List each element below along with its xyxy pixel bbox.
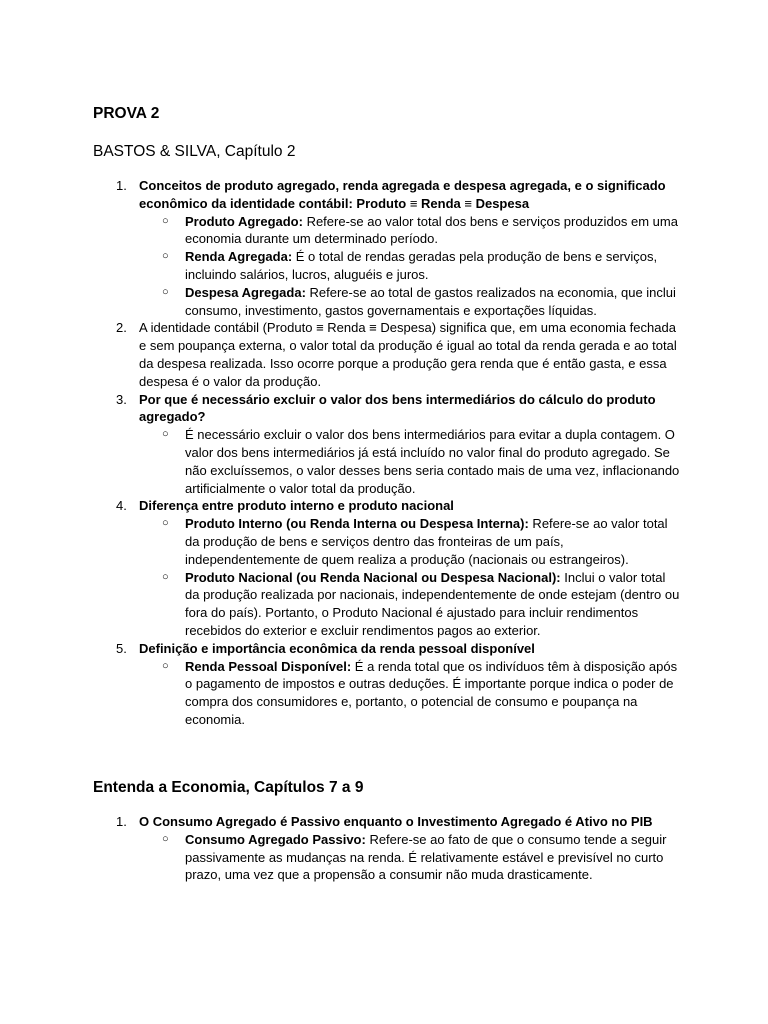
list-item xyxy=(0,391,768,498)
bullet-icon: ○ xyxy=(162,428,169,441)
list-item-number: 1. xyxy=(116,178,127,193)
list-item-number: 5. xyxy=(116,640,127,656)
bullet-icon: ○ xyxy=(162,659,169,672)
sub-item-text xyxy=(185,569,680,640)
sub-item-term: Renda Agregada: xyxy=(185,249,293,265)
bullet-icon: ○ xyxy=(162,570,169,583)
bullet-icon: ○ xyxy=(162,214,169,227)
sub-item-text xyxy=(185,426,680,497)
list-item-text: Conceitos de produto agregado, renda agregada e despesa agregada, e o significado econômico da identidade contábil: Produto ≡ Renda ≡ Despesa xyxy=(139,178,666,211)
sub-item-description: Refere-se ao valor total da produção de bens e serviços dentro das fronteiras de um país, independentemente de quem realiza a produção (nacionais ou estrangeiros). xyxy=(185,516,668,567)
sub-item-description: Refere-se ao valor total dos bens e serviços produzidos em uma economia durante um determinado período. xyxy=(185,213,678,247)
sub-item-description: É o total de rendas geradas pela produção de bens e serviços, incluindo salários, lucros, aluguéis e juros. xyxy=(185,249,658,282)
sub-item-description: É necessário excluir o valor dos bens intermediários para evitar a dupla contagem. O valor dos bens intermediários já está incluído no valor final do produto agregado. Se não excluíssemos, o valor desses bens seria contado mais de uma vez, inflacionando artificialmente o valor total da produção. xyxy=(185,427,680,496)
section1-list xyxy=(0,177,768,729)
list-item xyxy=(0,177,768,319)
sub-list-item xyxy=(0,284,768,320)
sub-item-term: Produto Nacional (ou Renda Nacional ou Despesa Nacional): xyxy=(185,569,561,585)
list-item-number: 2. xyxy=(116,320,127,336)
sub-item-description: É a renda total que os indivíduos têm à disposição após o pagamento de impostos e outras deduções. É importante porque indica o poder de compra dos consumidores e, portanto, o potencial de consumo e poupança na economia. xyxy=(185,658,678,727)
sub-item-description: Refere-se ao total de gastos realizados na economia, que inclui consumo, investimento, gastos governamentais e exportações líquidas. xyxy=(185,284,676,318)
list-item-text: Definição e importância econômica da renda pessoal disponível xyxy=(139,640,535,656)
sub-item-term: Produto Agregado: xyxy=(185,213,303,229)
sub-item-text xyxy=(185,658,680,729)
sub-list-item xyxy=(0,213,768,249)
list-item xyxy=(0,497,768,639)
sub-item-text xyxy=(185,515,680,568)
list-item-text: O Consumo Agregado é Passivo enquanto o Investimento Agregado é Ativo no PIB xyxy=(139,814,653,829)
sub-item-description: Inclui o valor total da produção realizada por nacionais, independentemente de onde estejam (dentro ou fora do país). Portanto, o Produto Nacional é ajustado para incluir rendimentos recebidos do exterior e excluir rendimentos pagos ao exterior. xyxy=(185,569,680,638)
sub-list-item xyxy=(0,248,768,284)
list-item xyxy=(0,640,768,729)
bullet-icon: ○ xyxy=(162,250,169,263)
section2-list xyxy=(0,813,768,884)
sub-list-item xyxy=(0,831,768,884)
sub-list-item xyxy=(0,569,768,640)
bullet-icon: ○ xyxy=(162,285,169,298)
list-item xyxy=(0,319,768,390)
bullet-icon: ○ xyxy=(162,517,169,530)
sub-list-item xyxy=(0,658,768,729)
page-title: PROVA 2 xyxy=(93,105,160,122)
sub-item-term: Consumo Agregado Passivo: xyxy=(185,831,366,847)
sub-item-text xyxy=(185,284,680,320)
sub-item-text xyxy=(185,213,680,249)
list-item-number: 4. xyxy=(116,498,127,514)
section-heading-bastos-silva: BASTOS & SILVA, Capítulo 2 xyxy=(93,143,296,160)
list-item-text: Por que é necessário excluir o valor dos bens intermediários do cálculo do produto agregado? xyxy=(139,391,656,425)
list-item-text: A identidade contábil (Produto ≡ Renda ≡ Despesa) significa que, em uma economia fechada e sem poupança externa, o valor total da produção é igual ao total da renda gerada e ao total da despesa realizada. Isso ocorre porque a produção gera renda que é então gasta, e essa despesa é o valor da produção. xyxy=(139,320,677,389)
list-item xyxy=(0,813,768,884)
section-heading-entenda-economia: Entenda a Economia, Capítulos 7 a 9 xyxy=(93,779,364,796)
sub-item-text xyxy=(185,831,680,884)
sub-item-term: Despesa Agregada: xyxy=(185,284,306,300)
sub-item-term: Produto Interno (ou Renda Interna ou Despesa Interna): xyxy=(185,516,529,532)
list-item-number: 3. xyxy=(116,391,127,407)
sub-list-item xyxy=(0,426,768,497)
list-item-number: 1. xyxy=(116,814,127,829)
sub-list-item xyxy=(0,515,768,568)
sub-item-text xyxy=(185,248,680,284)
bullet-icon: ○ xyxy=(162,832,169,845)
sub-item-description: Refere-se ao fato de que o consumo tende a seguir passivamente as mudanças na renda. É relativamente estável e previsível no curto prazo, uma vez que a propensão a consumir não muda drasticamente. xyxy=(185,831,667,883)
sub-item-term: Renda Pessoal Disponível: xyxy=(185,658,352,674)
list-item-text: Diferença entre produto interno e produto nacional xyxy=(139,498,454,514)
